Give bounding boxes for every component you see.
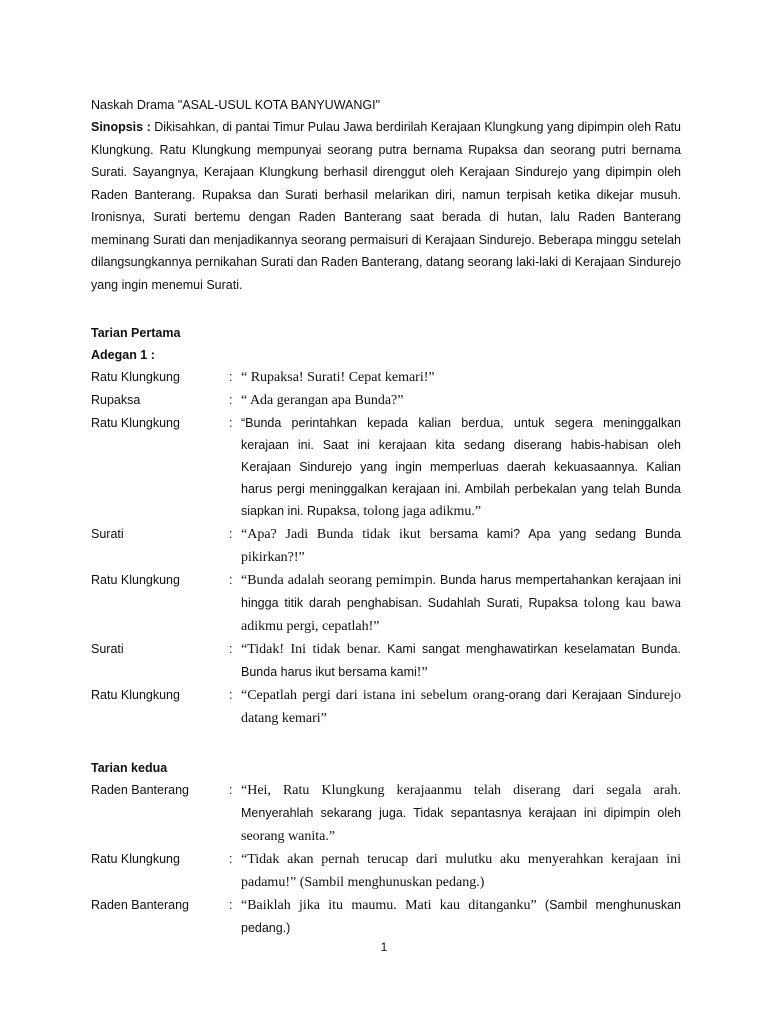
- dialogue-line: [91, 569, 681, 638]
- scene-title-adegan-1: Adegan 1 :: [91, 348, 155, 362]
- dialogue-text-part: seorang wanita.”: [241, 829, 336, 844]
- colon-separator: :: [229, 573, 233, 587]
- colon-separator: :: [229, 393, 233, 407]
- dialogue-text-part: Kami sangat menghawatirkan keselamatan Bunda. Bunda harus ikut bersama kami: [241, 642, 681, 679]
- dialogue-text-part: “Tidak akan pernah terucap dari mulutku aku menyerahkan kerajaan ini padamu!” (Sambil menghunuskan pedang.): [241, 852, 681, 890]
- dialogue-text-part: “Tidak! Ini tidak benar.: [241, 642, 381, 657]
- dialogue-text-part: tolong kau bawa adikmu pergi, cepatlah!”: [241, 596, 681, 634]
- speaker-name: Raden Banterang: [91, 898, 189, 912]
- dialogue-text-part: u”: [523, 898, 537, 913]
- dialogue-text-part: sama kami? Apa yang sedang Bunda: [447, 527, 681, 541]
- dialogue-text-part: !”: [416, 665, 428, 680]
- colon-separator: :: [229, 852, 233, 866]
- dialogue-line: [91, 779, 681, 848]
- colon-separator: :: [229, 416, 233, 430]
- dialogue-line: [91, 848, 681, 894]
- dialogue-text-part: (Sambil menghunuskan pedang.): [241, 898, 682, 935]
- dialogue-text: [241, 366, 681, 389]
- speaker-name: Ratu Klungkung: [91, 370, 180, 384]
- colon-separator: :: [229, 370, 233, 384]
- dialogue-line: [91, 523, 681, 569]
- speaker-name: Ratu Klungkung: [91, 416, 180, 430]
- dialogue-line: [91, 894, 681, 939]
- dialogue-line: [91, 412, 681, 523]
- section-title-tarian-kedua: Tarian kedua: [91, 761, 168, 775]
- dialogue-text-part: tolong jaga adikmu.”: [359, 504, 482, 519]
- dialogue-text: [241, 389, 681, 412]
- speaker-name: Ratu Klungkung: [91, 573, 180, 587]
- speaker-name: Surati: [91, 642, 124, 656]
- dialogue-text: [241, 569, 681, 638]
- dialogue-text-part: “Bunda adalah seorang pemimpi: [241, 573, 426, 588]
- dialogue-text: [241, 684, 681, 730]
- colon-separator: :: [229, 783, 233, 797]
- page-number: 1: [380, 940, 388, 954]
- dialogue-text-part: “Hei, Ratu Klungkung kerajaanmu telah diserang dari segala arah.: [241, 783, 681, 798]
- dialogue-text-part: n. Bunda harus mempertahankan kerajaan ini hingga titik darah penghabisan. Sudahlah Surati, Rupaksa: [241, 573, 682, 610]
- dialogue-line: [91, 684, 681, 730]
- speaker-name: Ratu Klungkung: [91, 688, 180, 702]
- dialogue-text: [241, 779, 681, 848]
- dialogue-text: [241, 638, 681, 684]
- dialogue-text-part: “ Rupaksa! Surati! Cepat kemari!”: [241, 370, 435, 385]
- speaker-name: Rupaksa: [91, 393, 141, 407]
- synopsis-paragraph: [91, 116, 681, 296]
- dialogue-text: [241, 412, 681, 523]
- dialogue-text: [241, 523, 681, 569]
- dialogue-text-part: “Bunda perintahkan kepada kalian berdua, untuk segera meninggalkan kerajaan ini. Saat ini kerajaan kita sedang diserang habis-habisan oleh Kerajaan Sindurejo yang ingin memperluas daerah kekuasaannya. Kalian harus pergi meninggalkan kerajaan ini. Ambilah perbekalan yang telah Bunda siapkan ini. Rupaksa,: [241, 416, 681, 518]
- colon-separator: :: [229, 898, 233, 912]
- dialogue-text-part: “Cepatlah pergi dari istana ini sebelum orang: [241, 688, 505, 703]
- dialogue-text-part: “ Ada gerangan apa Bunda?”: [241, 393, 404, 408]
- dialogue-text-part: “Apa? Jadi Bunda tidak ikut ber: [241, 527, 448, 542]
- dialogue-line: [91, 389, 681, 412]
- dialogue-text-part: Menyerahlah sekarang juga. Tidak sepantasnya kerajaan ini dipimpin oleh: [241, 806, 681, 820]
- speaker-name: Raden Banterang: [91, 783, 189, 797]
- section-title-tarian-pertama: Tarian Pertama: [91, 326, 181, 340]
- document-page: [91, 94, 681, 939]
- dialogue-line: [91, 638, 681, 684]
- synopsis-text: Dikisahkan, di pantai Timur Pulau Jawa berdirilah Kerajaan Klungkung yang dipimpin oleh Ratu Klungkung. Ratu Klungkung mempunyai seorang putra bernama Rupaksa dan seorang putri bernama Surati. Sayangnya, Kerajaan Klungkung berhasil direnggut oleh Kerajaan Sindurejo yang dipimpin oleh Raden Banterang. Rupaksa dan Surati berhasil melarikan diri, namun terpisah ketika dikejar musuh. Ironisnya, Surati bertemu dengan Raden Banterang saat berada di hutan, lalu Raden Banterang meminang Surati dan menjadikannya seorang permaisuri di Kerajaan Sindurejo. Beberapa minggu setelah dilangsungkannya pernikahan Surati dan Raden Banterang, datang seorang laki-laki di Kerajaan Sindurejo yang ingin menemui Surati.: [91, 120, 682, 292]
- dialogue-text-part: -orang dari Kerajaan Sin: [504, 688, 646, 702]
- dialogue-text-part: “Baiklah jika itu maumu. Mati kau ditangank: [241, 898, 524, 913]
- dialogue-line: [91, 366, 681, 389]
- colon-separator: :: [229, 642, 233, 656]
- speaker-name: Surati: [91, 527, 124, 541]
- dialogue-text: [241, 848, 681, 894]
- dialogue-text-part: pikirkan?!”: [241, 550, 305, 565]
- colon-separator: :: [229, 527, 233, 541]
- dialogue-text: [241, 894, 681, 939]
- colon-separator: :: [229, 688, 233, 702]
- document-title: Naskah Drama "ASAL-USUL KOTA BANYUWANGI": [91, 98, 381, 112]
- dialogue-text-part: durejo datang kemari”: [241, 688, 681, 726]
- speaker-name: Ratu Klungkung: [91, 852, 180, 866]
- synopsis-label: Sinopsis :: [91, 120, 151, 134]
